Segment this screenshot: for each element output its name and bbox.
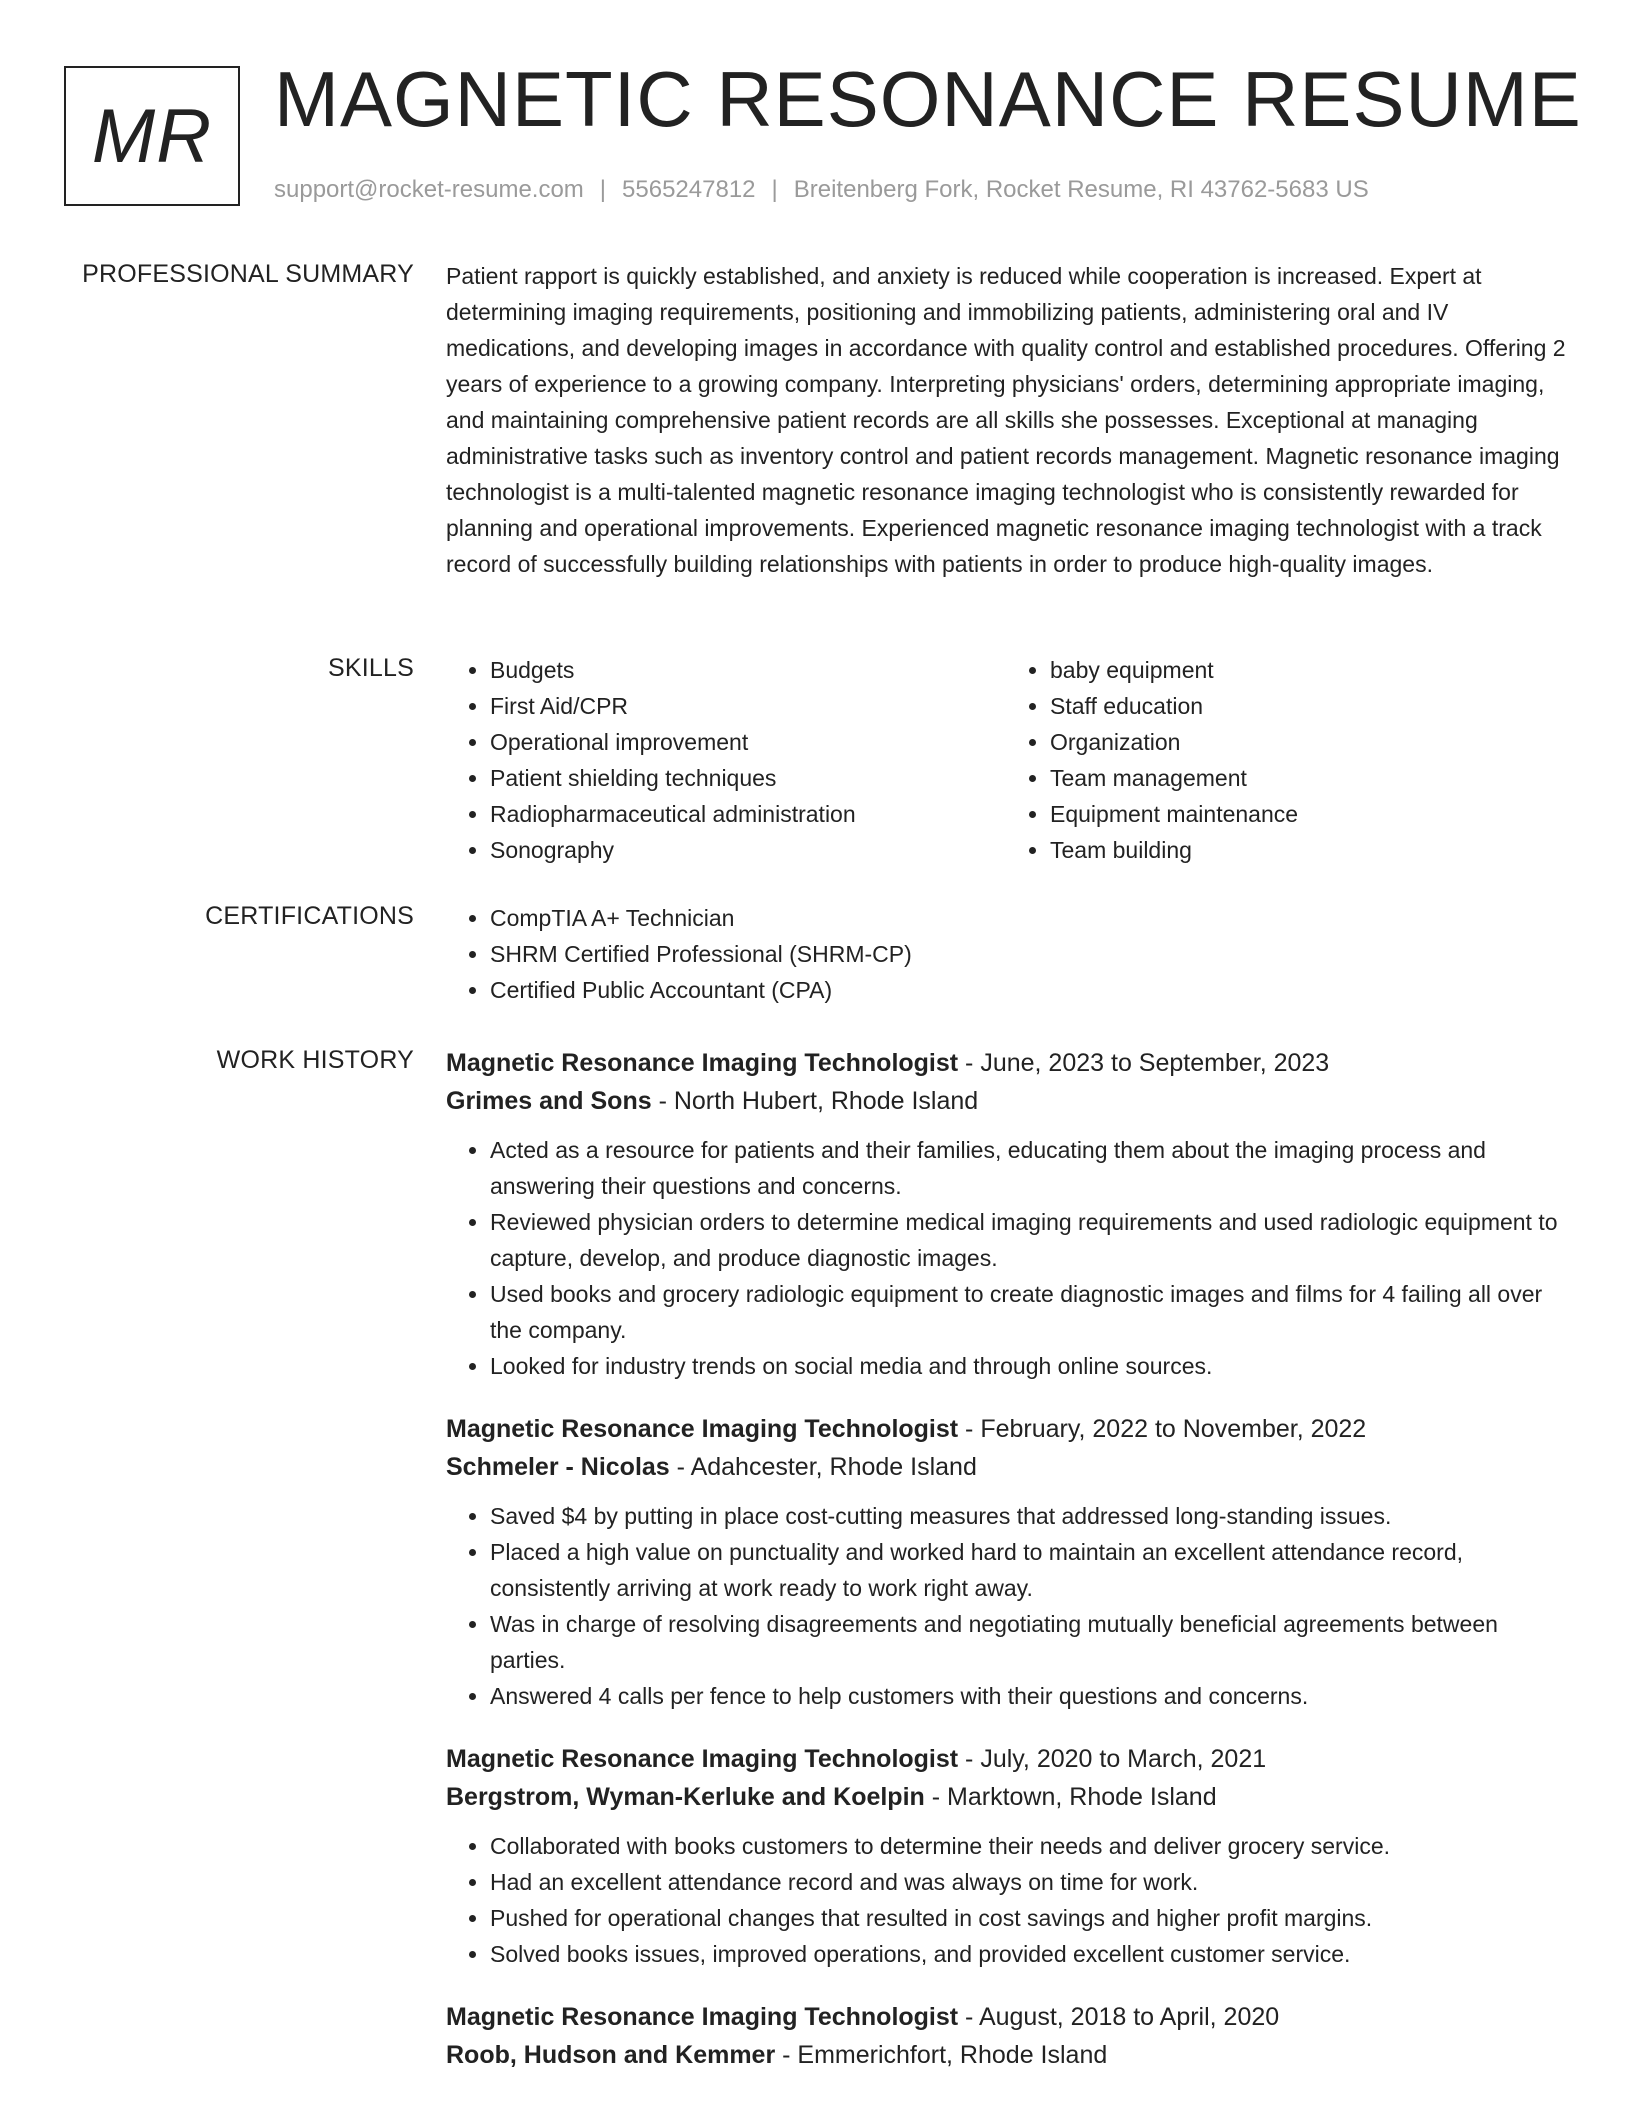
skills-list-right bbox=[1006, 652, 1566, 868]
job-entry bbox=[446, 1044, 1566, 1384]
job-company-line bbox=[446, 1778, 1566, 1816]
resume-title: MAGNETIC RESONANCE RESUME bbox=[274, 55, 1582, 143]
section-label-skills: SKILLS bbox=[328, 654, 414, 682]
certification-item: • SHRM Certified Professional (SHRM-CP) bbox=[490, 936, 1566, 972]
summary-text: Patient rapport is quickly established, and anxiety is reduced while cooperation is increased. Expert at determining imaging requirements, positioning and immobilizing patients, administering oral and IV medications, and developing images in accordance with quality control and established procedures. Offering 2 years of experience to a growing company. Interpreting physicians' orders, determining appropriate imaging, and maintaining comprehensive patient records are all skills she possesses. Exceptional at managing administrative tasks such as inventory control and patient records management. Magnetic resonance imaging technologist is a multi-talented magnetic resonance imaging technologist who is consistently rewarded for planning and operational improvements. Experienced magnetic resonance imaging technologist with a track record of successfully building relationships with patients in order to produce high-quality images. bbox=[446, 263, 1566, 577]
job-dates: June, 2023 to September, 2023 bbox=[980, 1049, 1330, 1077]
section-label-summary: PROFESSIONAL SUMMARY bbox=[82, 260, 414, 288]
job-location: North Hubert, Rhode Island bbox=[673, 1087, 979, 1115]
job-bullet: • Placed a high value on punctuality and worked hard to maintain an excellent attendance record, consistently arriving at work ready to work right away. bbox=[490, 1534, 1566, 1606]
job-title-line bbox=[446, 1998, 1566, 2036]
job-bullets bbox=[446, 1132, 1566, 1384]
skill-item: • baby equipment bbox=[1050, 652, 1566, 688]
dash: - bbox=[958, 1745, 981, 1773]
job-company-line bbox=[446, 2036, 1566, 2074]
certifications-list bbox=[446, 900, 1566, 1008]
job-title: Magnetic Resonance Imaging Technologist bbox=[446, 1415, 959, 1443]
job-bullet: • Pushed for operational changes that resulted in cost savings and higher profit margins. bbox=[490, 1900, 1566, 1936]
skill-item: • Staff education bbox=[1050, 688, 1566, 724]
job-entry bbox=[446, 1740, 1566, 1972]
work-history-body bbox=[446, 1044, 1566, 2100]
job-location: Emmerichfort, Rhode Island bbox=[797, 2041, 1108, 2069]
contact-line bbox=[274, 176, 1369, 204]
contact-address: Breitenberg Fork, Rocket Resume, RI 43762-5683 US bbox=[793, 176, 1369, 203]
skill-item: • Organization bbox=[1050, 724, 1566, 760]
certification-item: • Certified Public Accountant (CPA) bbox=[490, 972, 1566, 1008]
skill-item: • Equipment maintenance bbox=[1050, 796, 1566, 832]
skill-item: • Radiopharmaceutical administration bbox=[490, 796, 1006, 832]
job-bullet: • Solved books issues, improved operations, and provided excellent customer service. bbox=[490, 1936, 1566, 1972]
job-title: Magnetic Resonance Imaging Technologist bbox=[446, 1745, 959, 1773]
dash: - bbox=[775, 2041, 798, 2069]
dash: - bbox=[669, 1453, 691, 1481]
job-bullet: • Reviewed physician orders to determine medical imaging requirements and used radiologic equipment to capture, develop, and produce diagnostic images. bbox=[490, 1204, 1566, 1276]
skill-item: • First Aid/CPR bbox=[490, 688, 1006, 724]
job-bullets bbox=[446, 1828, 1566, 1972]
job-bullets bbox=[446, 1498, 1566, 1714]
job-company-line bbox=[446, 1448, 1566, 1486]
section-label-certifications: CERTIFICATIONS bbox=[205, 902, 414, 930]
skill-item: • Operational improvement bbox=[490, 724, 1006, 760]
contact-separator: | bbox=[599, 176, 607, 203]
job-dates: July, 2020 to March, 2021 bbox=[980, 1745, 1267, 1773]
job-title: Magnetic Resonance Imaging Technologist bbox=[446, 2003, 959, 2031]
contact-email: support@rocket-resume.com bbox=[274, 176, 584, 203]
skills-list-left bbox=[446, 652, 1006, 868]
job-bullet: • Collaborated with books customers to determine their needs and deliver grocery service. bbox=[490, 1828, 1566, 1864]
skill-item: • Team building bbox=[1050, 832, 1566, 868]
job-title: Magnetic Resonance Imaging Technologist bbox=[446, 1049, 959, 1077]
certification-item: • CompTIA A+ Technician bbox=[490, 900, 1566, 936]
dash: - bbox=[958, 1415, 981, 1443]
monogram-box bbox=[64, 66, 240, 206]
skills-columns bbox=[446, 652, 1566, 868]
job-company: Roob, Hudson and Kemmer bbox=[446, 2041, 776, 2069]
job-entry bbox=[446, 1410, 1566, 1714]
skill-item: • Sonography bbox=[490, 832, 1006, 868]
certifications-body bbox=[446, 900, 1566, 1008]
job-dates: August, 2018 to April, 2020 bbox=[978, 2003, 1280, 2031]
job-entry bbox=[446, 1998, 1566, 2074]
job-dates: February, 2022 to November, 2022 bbox=[980, 1415, 1367, 1443]
monogram-initials: MR bbox=[91, 93, 213, 179]
job-bullet: • Was in charge of resolving disagreements and negotiating mutually beneficial agreements between parties. bbox=[490, 1606, 1566, 1678]
contact-separator: | bbox=[771, 176, 778, 203]
job-bullet: • Answered 4 calls per fence to help customers with their questions and concerns. bbox=[490, 1678, 1566, 1714]
dash: - bbox=[651, 1087, 674, 1115]
job-company: Grimes and Sons bbox=[446, 1087, 652, 1115]
job-bullet: • Looked for industry trends on social media and through online sources. bbox=[490, 1348, 1566, 1384]
job-bullet: • Had an excellent attendance record and was always on time for work. bbox=[490, 1864, 1566, 1900]
job-title-line bbox=[446, 1410, 1566, 1448]
job-bullet: • Acted as a resource for patients and their families, educating them about the imaging process and answering their questions and concerns. bbox=[490, 1132, 1566, 1204]
job-company: Schmeler - Nicolas bbox=[446, 1453, 670, 1481]
job-location: Adahcester, Rhode Island bbox=[690, 1453, 977, 1481]
job-title-line bbox=[446, 1044, 1566, 1082]
job-title-line bbox=[446, 1740, 1566, 1778]
job-bullet: • Used books and grocery radiologic equipment to create diagnostic images and films for 4 failing all over the company. bbox=[490, 1276, 1566, 1348]
job-location: Marktown, Rhode Island bbox=[947, 1783, 1217, 1811]
skill-item: • Team management bbox=[1050, 760, 1566, 796]
dash: - bbox=[958, 2003, 979, 2031]
skill-item: • Patient shielding techniques bbox=[490, 760, 1006, 796]
contact-phone: 5565247812 bbox=[622, 176, 756, 203]
job-bullet: • Saved $4 by putting in place cost-cutting measures that addressed long-standing issues. bbox=[490, 1498, 1566, 1534]
dash: - bbox=[924, 1783, 948, 1811]
job-company: Bergstrom, Wyman-Kerluke and Koelpin bbox=[446, 1783, 925, 1811]
dash: - bbox=[958, 1049, 981, 1077]
section-label-work-history: WORK HISTORY bbox=[216, 1046, 414, 1074]
skill-item: • Budgets bbox=[490, 652, 1006, 688]
job-company-line bbox=[446, 1082, 1566, 1120]
